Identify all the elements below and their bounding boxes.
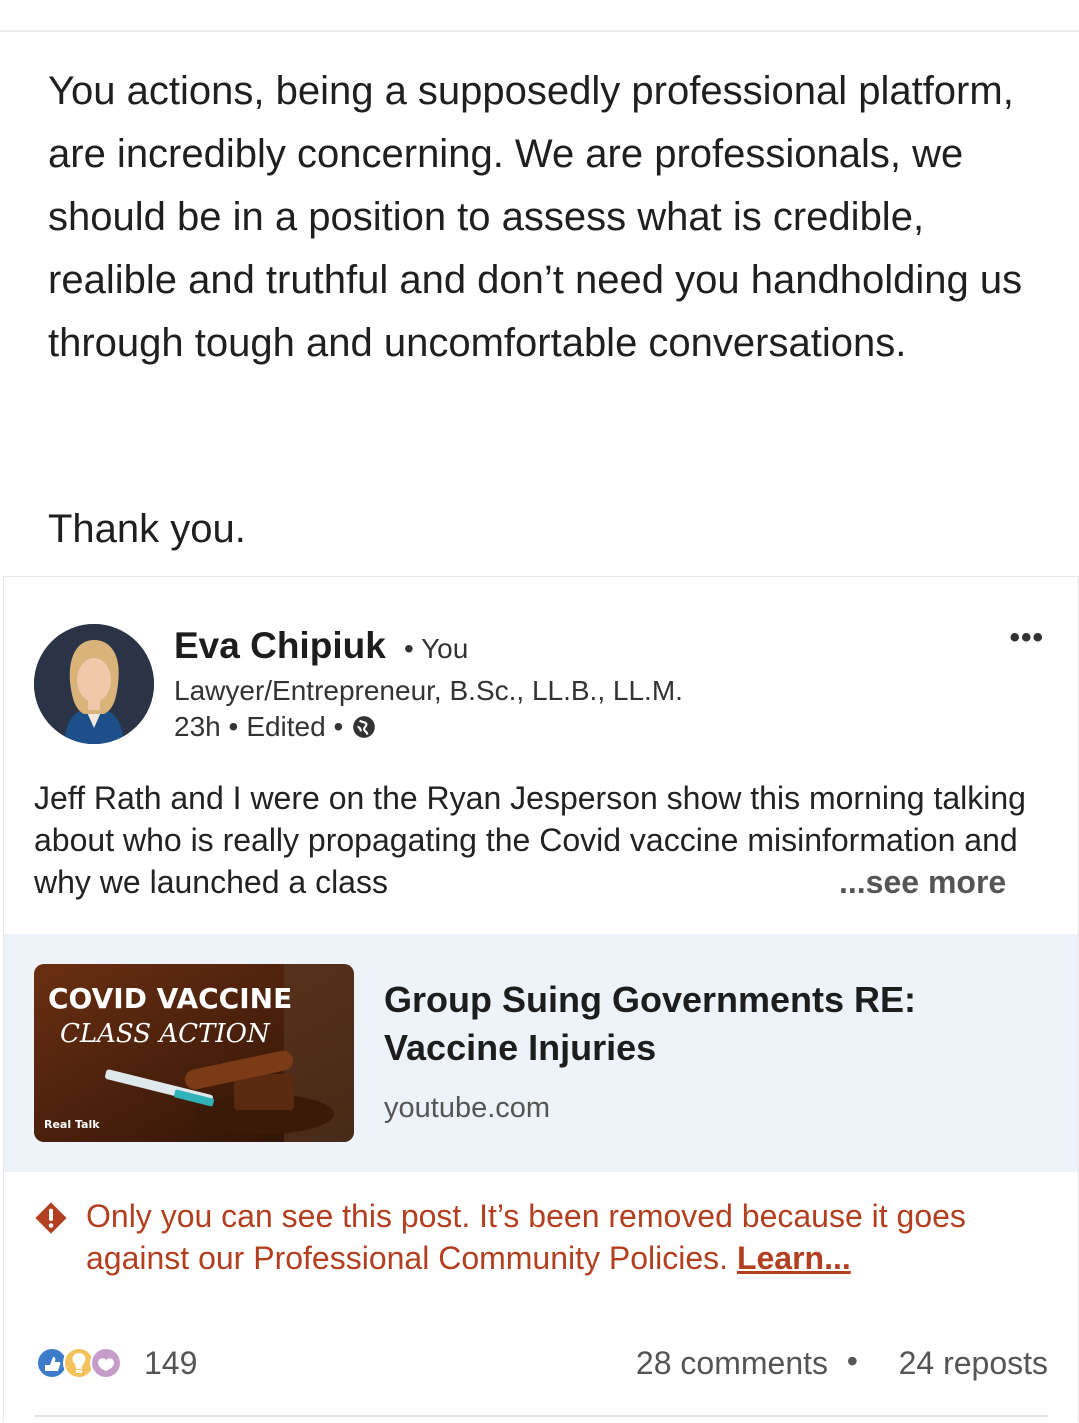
avatar[interactable] bbox=[34, 624, 154, 744]
message-closing: Thank you. bbox=[48, 507, 246, 551]
link-thumbnail[interactable] bbox=[34, 964, 354, 1142]
post-edited: Edited • bbox=[246, 711, 344, 742]
bottom-divider bbox=[34, 1415, 1048, 1417]
link-domain: youtube.com bbox=[384, 1092, 551, 1124]
thumb-brand: Real Talk bbox=[44, 1118, 100, 1131]
learn-more-link[interactable]: Learn... bbox=[736, 1240, 851, 1276]
author-headline: Lawyer/Entrepreneur, B.Sc., LL.B., LL.M. bbox=[174, 675, 683, 706]
thumb-title-2: CLASS ACTION bbox=[60, 1019, 270, 1049]
see-more-link[interactable]: ...see more bbox=[839, 864, 1007, 900]
post-time: 23h • bbox=[174, 711, 239, 742]
author-relation: • You bbox=[404, 633, 469, 664]
thumb-title-1: COVID VACCINE bbox=[48, 982, 293, 1015]
warning-icon bbox=[34, 1201, 68, 1235]
globe-icon bbox=[351, 714, 377, 740]
link-preview[interactable] bbox=[4, 934, 1078, 1172]
reaction-count[interactable]: 149 bbox=[144, 1345, 198, 1381]
removed-notice-text bbox=[86, 1195, 1066, 1279]
separator-dot: • bbox=[846, 1343, 858, 1379]
social-counts bbox=[34, 1343, 1048, 1383]
reposts-count[interactable]: 24 reposts bbox=[898, 1345, 1048, 1381]
post-card bbox=[3, 576, 1079, 1422]
top-divider bbox=[0, 30, 1079, 32]
message-text: You actions, being a supposedly professional platform, are incredibly concerning. We are professionals, we should be in a position to assess what is credible, realible and truthful and don’t need you handholding us through tough and uncomfortable conversations. bbox=[48, 69, 1023, 365]
link-title[interactable]: Group Suing Governments RE: Vaccine Injuries bbox=[384, 979, 917, 1068]
author-name[interactable]: Eva Chipiuk bbox=[174, 625, 386, 666]
message-body bbox=[48, 60, 1048, 375]
more-options-icon[interactable]: ••• bbox=[1009, 621, 1044, 654]
post-meta bbox=[174, 711, 377, 743]
reactions-icon[interactable] bbox=[34, 1345, 134, 1381]
removed-notice-message: Only you can see this post. It’s been removed because it goes against our Professional Community Policies. bbox=[86, 1198, 966, 1276]
post-text: Jeff Rath and I were on the Ryan Jesperson show this morning talking about who is really propagating the Covid vaccine misinformation and why we launched a class bbox=[34, 780, 1026, 900]
comments-count[interactable]: 28 comments bbox=[635, 1345, 828, 1381]
